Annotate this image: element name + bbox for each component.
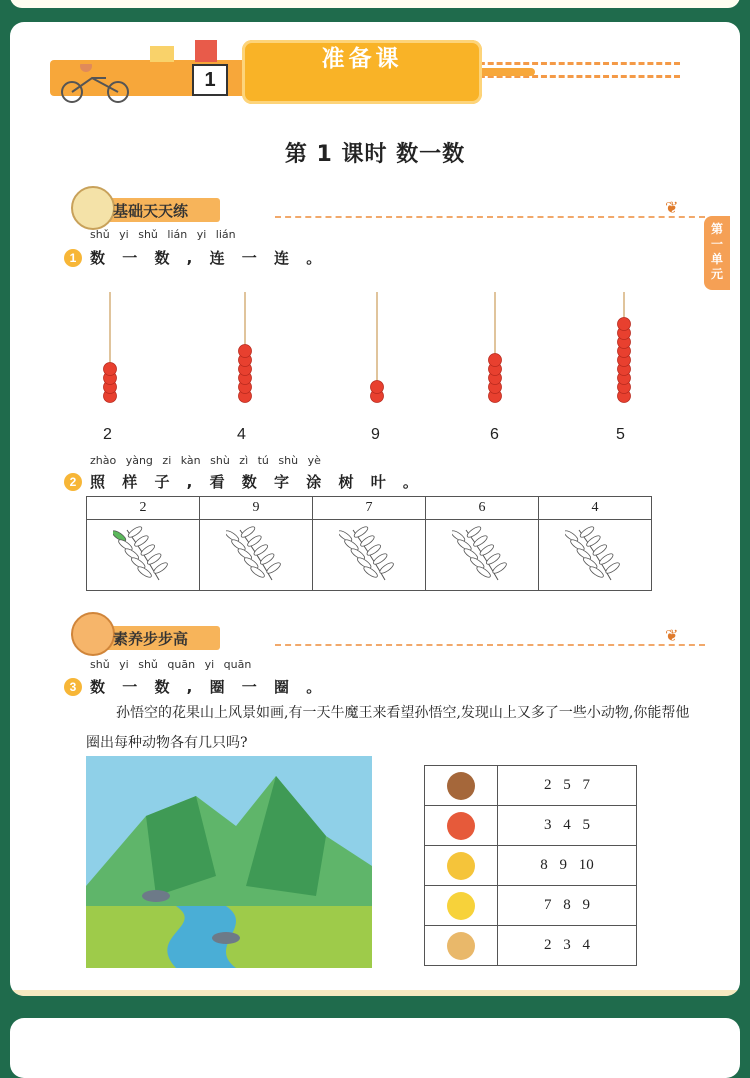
cat-mascot-icon [71,612,115,656]
side-tab-char: 单 [710,252,723,266]
leaf-count-header: 9 [200,497,313,520]
leaf [598,551,615,565]
bird-icon [425,886,498,926]
section-advanced-header [65,622,705,652]
q1-target-number[interactable]: 2 [103,426,112,443]
leaf [579,524,596,538]
house-icon [150,46,174,62]
count-options[interactable]: 8 9 10 [498,846,637,886]
leaf-count-header: 4 [539,497,652,520]
leaf [259,551,276,565]
flower-fruit-mountain-scene[interactable] [86,756,372,968]
bead [618,318,631,331]
workbook-page [10,22,740,996]
next-page-edge [10,1018,740,1078]
bead-stick[interactable] [618,292,631,403]
bead [489,354,502,367]
leaf [246,533,263,547]
branch-icon [226,522,286,584]
branch-icon [339,522,399,584]
banner-title: 准备课 [321,46,403,72]
q1-target-number[interactable]: 6 [490,426,499,443]
leaf [491,560,508,574]
bead-stick[interactable] [489,292,502,403]
bead [371,381,384,394]
leaf [479,542,496,556]
rabbit-icon [425,926,498,966]
q1-target-number[interactable]: 5 [616,426,625,443]
monkey-icon [425,766,498,806]
animal-count-table [424,765,637,966]
count-options[interactable]: 2 5 7 [498,766,637,806]
count-options[interactable]: 2 3 4 [498,926,637,966]
girl-on-bike-icon [58,64,138,104]
leaf [140,542,157,556]
section-advanced-label: 素养步步高 [113,630,189,648]
leaf [472,533,489,547]
leaf [359,533,376,547]
q2-number: 2 [64,473,82,491]
section-divider [275,216,705,218]
leaf-count-header: 6 [426,497,539,520]
leaf [485,551,502,565]
leaf-icon: ❦ [665,198,679,217]
lesson-number: 1 [192,64,228,96]
bead [104,363,117,376]
q1-target-number[interactable]: 4 [237,426,246,443]
bead-stick[interactable] [371,292,384,403]
section-divider [275,644,705,646]
q3-pinyin: shǔ yi shǔ quān yi quān [90,658,252,671]
leaf-branch-cell[interactable] [313,520,426,591]
q2-pinyin: zhào yàng zi kàn shù zì tú shù yè [90,454,321,467]
leaf-branch-cell[interactable] [200,520,313,591]
leaf-color-table [86,496,652,591]
butterfly-icon [425,846,498,886]
leaf-branch-cell[interactable] [426,520,539,591]
previous-page-edge [10,0,740,8]
count-row [425,766,637,806]
q1-target-number[interactable]: 9 [371,426,380,443]
leaf-count-header: 2 [87,497,200,520]
bead-stick[interactable] [239,292,252,403]
bead [239,345,252,358]
leaf [146,551,163,565]
lesson-banner [242,40,482,104]
leaf [265,560,282,574]
house-icon [195,40,217,62]
leaf-count-header: 7 [313,497,426,520]
section-basic-header [65,194,705,224]
count-row [425,926,637,966]
leaf-branch-cell[interactable] [87,520,200,591]
count-row [425,846,637,886]
leaf [240,524,257,538]
leaf [127,524,144,538]
leaf [466,524,483,538]
q3-number: 3 [64,678,82,696]
rabbit-mascot-icon [71,186,115,230]
page-bottom-edge [10,990,740,996]
leaf [353,524,370,538]
bead-stick[interactable] [104,292,117,403]
side-tab-char: 元 [710,267,723,281]
q3-instruction: 数 一 数 , 圈 一 圈 。 [90,678,328,696]
count-options[interactable]: 7 8 9 [498,886,637,926]
branch-icon [565,522,625,584]
q1-pinyin: shǔ yi shǔ lián yi lián [90,228,236,241]
leaf [152,560,169,574]
side-tab-char: 一 [710,237,723,251]
unit-side-tab [704,216,730,290]
leaf [592,542,609,556]
branch-icon [113,522,173,584]
bead-sticks [70,274,670,414]
leaf [378,560,395,574]
q1-instruction: 数 一 数 , 连 一 连 。 [90,249,328,267]
count-options[interactable]: 3 4 5 [498,806,637,846]
leaf [372,551,389,565]
leaf [604,560,621,574]
leaf [585,533,602,547]
leaf [133,533,150,547]
page-title: 第 1 课时 数一数 [284,142,466,167]
q1-number: 1 [64,249,82,267]
side-tab-char: 第 [710,222,723,236]
leaf-branch-cell[interactable] [539,520,652,591]
q2-instruction: 照 样 子 , 看 数 字 涂 树 叶 。 [90,473,424,491]
fox-icon [425,806,498,846]
leaf [366,542,383,556]
count-row [425,886,637,926]
leaf [253,542,270,556]
count-row [425,806,637,846]
q3-story: 孙悟空的花果山上风景如画,有一天牛魔王来看望孙悟空,发现山上又多了一些小动物,你能帮他圈出每种动物各有几只吗? [86,705,690,751]
branch-icon [452,522,512,584]
leaf-icon: ❦ [665,626,679,645]
section-basic-label: 基础天天练 [113,202,189,220]
mountain-scene-art [86,756,372,968]
